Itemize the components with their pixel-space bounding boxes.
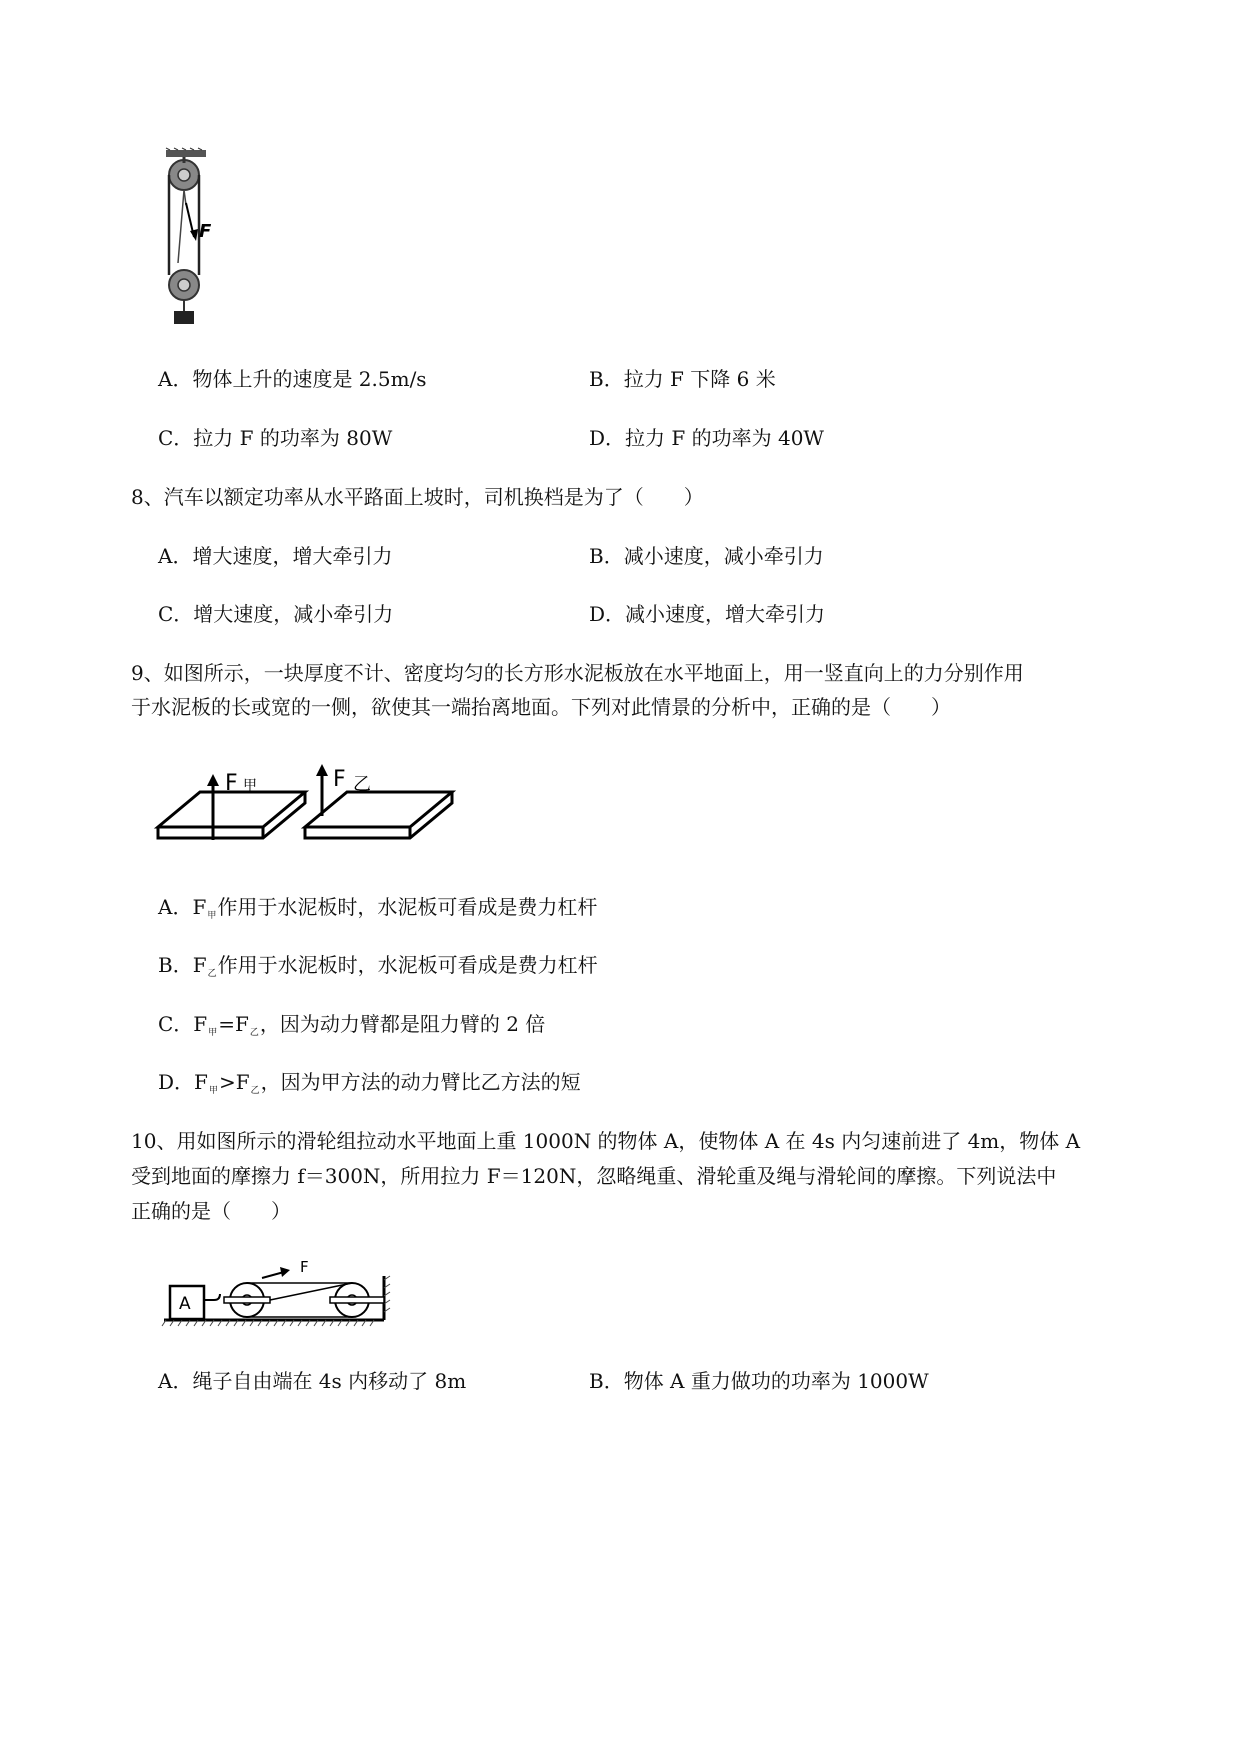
- q10-option-b[interactable]: B．物体 A 重力做功的功率为 1000W: [589, 1369, 929, 1393]
- block-a-label: A: [179, 1294, 191, 1314]
- q7-pulley-diagram: [160, 145, 230, 330]
- q7-option-c[interactable]: C．拉力 F 的功率为 80W: [158, 426, 393, 450]
- q10-pulley-diagram: [162, 1258, 392, 1333]
- q9-stem-line1: 9、如图所示，一块厚度不计、密度均匀的长方形水泥板放在水平地面上，用一竖直向上的力分别作用: [131, 661, 1024, 685]
- q9-option-d[interactable]: D．$F_甲>F_乙$，因为甲方法的动力臂比乙方法的短: [158, 1070, 581, 1096]
- force-arrow: [262, 1272, 284, 1278]
- q9-option-b[interactable]: B．$F_乙$作用于水泥板时，水泥板可看成是费力杠杆: [158, 953, 598, 979]
- f-yi-sub: 乙: [353, 774, 371, 795]
- q10-stem-line1: 10、用如图所示的滑轮组拉动水平地面上重 1000N 的物体 A，使物体 A 在 4s 内匀速前进了 4m，物体 A: [131, 1129, 1081, 1153]
- weight-block: [174, 311, 194, 324]
- q8-stem: 8、汽车以额定功率从水平路面上坡时，司机换档是为了（ ）: [131, 485, 704, 509]
- q7-option-b[interactable]: B．拉力 F 下降 6 米: [589, 367, 776, 391]
- q10-option-a[interactable]: A．绳子自由端在 4s 内移动了 8m: [158, 1369, 467, 1393]
- q10-stem-line3: 正确的是（ ）: [131, 1199, 291, 1223]
- force-label: F: [199, 221, 212, 242]
- q7-option-d[interactable]: D．拉力 F 的功率为 40W: [589, 426, 824, 450]
- q9-slab-diagram: [155, 762, 455, 844]
- force-label: F: [300, 1258, 309, 1276]
- q10-stem-line2: 受到地面的摩擦力 f＝300N，所用拉力 F＝120N，忽略绳重、滑轮重及绳与滑轮间的摩擦。下列说法中: [131, 1164, 1057, 1188]
- q8-option-b[interactable]: B．减小速度，减小牵引力: [589, 544, 824, 568]
- q8-option-a[interactable]: A．增大速度，增大牵引力: [158, 544, 393, 568]
- f-jia-label: F: [225, 771, 238, 796]
- ceiling-mount: [166, 150, 206, 157]
- q7-option-a[interactable]: A．物体上升的速度是 2.5m/s: [158, 367, 427, 391]
- q8-option-d[interactable]: D．减小速度，增大牵引力: [589, 602, 826, 626]
- q9-stem-line2: 于水泥板的长或宽的一侧，欲使其一端抬离地面。下列对此情景的分析中，正确的是（ ）: [131, 695, 951, 719]
- q8-option-c[interactable]: C．增大速度，减小牵引力: [158, 602, 394, 626]
- f-yi-label: F: [333, 767, 346, 792]
- f-jia-sub: 甲: [243, 778, 257, 794]
- q9-option-c[interactable]: C．$F_甲=F_乙$，因为动力臂都是阻力臂的 2 倍: [158, 1012, 546, 1038]
- q9-option-a[interactable]: A．$F_甲$作用于水泥板时，水泥板可看成是费力杠杆: [158, 895, 598, 921]
